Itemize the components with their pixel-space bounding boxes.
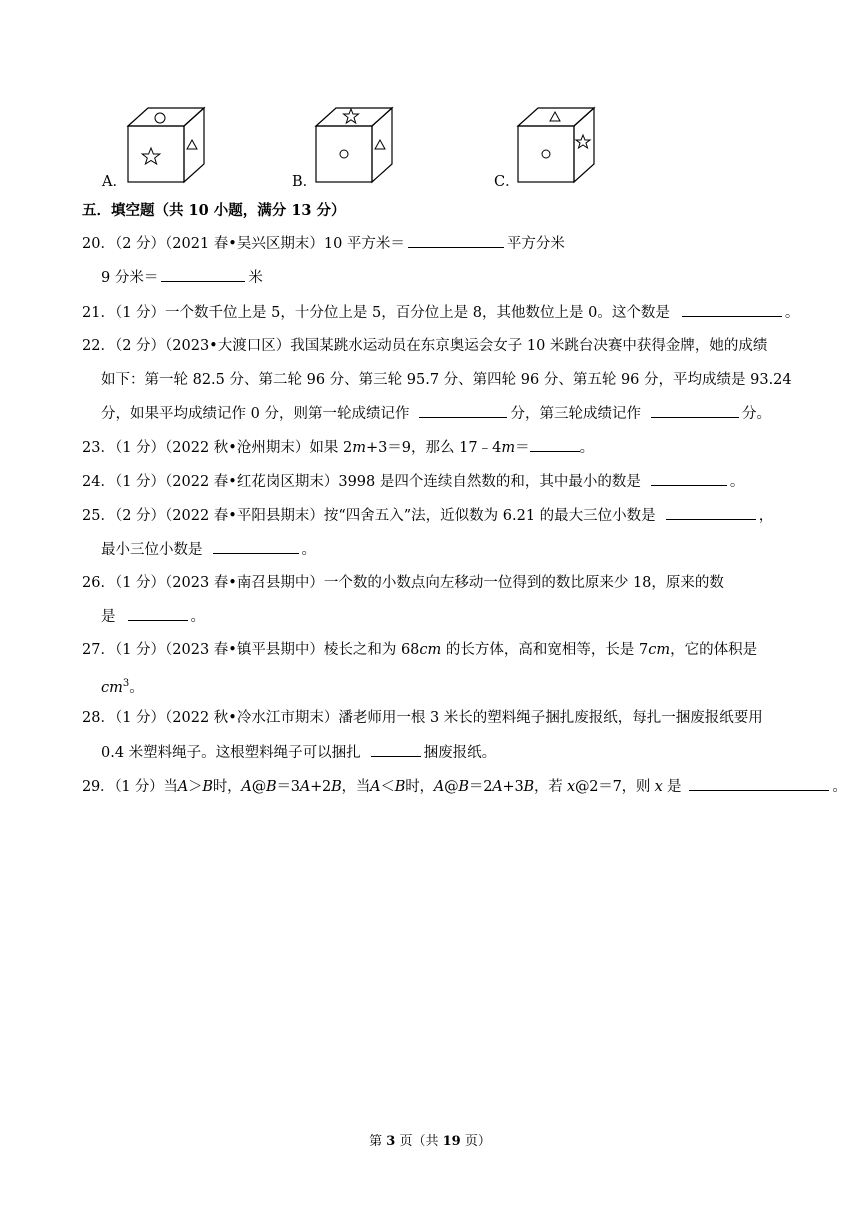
variable: B bbox=[523, 779, 534, 795]
text: 平方分米 bbox=[506, 236, 565, 252]
text: 27．（1 分）（2023 春•镇平县期中）棱长之和为 68 bbox=[82, 642, 420, 658]
question-25-line-2 bbox=[101, 539, 316, 560]
text: +3＝9，那么 17﹣4 bbox=[365, 440, 502, 456]
answer-blank[interactable] bbox=[161, 267, 245, 282]
variable: m bbox=[352, 440, 366, 456]
text: 。 bbox=[129, 679, 144, 696]
question-28-line-1: 28．（1 分）（2022 秋•冷水江市期末）潘老师用一根 3 米长的塑料绳子捆扎废报纸，每扎一捆废报纸要用 bbox=[82, 710, 763, 726]
text: 21．（1 分）一个数千位上是 5，十分位上是 5，百分位上是 8，其他数位上是 0。这个数是 bbox=[82, 305, 670, 321]
text: 0.4 米塑料绳子。这根塑料绳子可以捆扎 bbox=[101, 745, 361, 761]
question-25-line-1 bbox=[82, 505, 773, 526]
text: @ bbox=[444, 779, 459, 795]
text: 时， bbox=[212, 779, 242, 795]
variable: B bbox=[266, 779, 277, 795]
unit: cm bbox=[419, 642, 442, 658]
page-total: 19 bbox=[442, 1134, 461, 1149]
triangle-icon bbox=[187, 140, 197, 149]
answer-blank[interactable] bbox=[128, 606, 188, 621]
variable: B bbox=[331, 779, 342, 795]
question-22-line-1: 22．（2 分）（2023•大渡口区）我国某跳水运动员在东京奥运会女子 10 米跳台决赛中获得金牌，她的成绩 bbox=[82, 338, 768, 354]
text: 米 bbox=[248, 270, 263, 286]
variable: A bbox=[299, 779, 311, 795]
question-23 bbox=[82, 437, 594, 458]
answer-blank[interactable] bbox=[651, 471, 727, 486]
page-footer bbox=[0, 1130, 860, 1149]
circle-icon bbox=[340, 150, 348, 158]
variable: B bbox=[394, 779, 406, 795]
text: 9 分米＝ bbox=[101, 270, 159, 286]
star-icon bbox=[344, 109, 359, 123]
answer-blank[interactable] bbox=[689, 776, 829, 791]
unit: cm bbox=[648, 642, 671, 658]
text: ， bbox=[758, 508, 774, 524]
text: ＝3 bbox=[276, 779, 300, 795]
question-26-line-2 bbox=[101, 606, 205, 627]
answer-blank[interactable] bbox=[213, 539, 299, 554]
section-title: 五．填空题（共 10 小题，满分 13 分） bbox=[82, 202, 346, 219]
question-26-line-1: 26．（1 分）（2023 春•南召县期中）一个数的小数点向左移动一位得到的数比原来少 18，原来的数 bbox=[82, 575, 724, 591]
text: @2＝7，则 bbox=[574, 779, 655, 795]
answer-blank[interactable] bbox=[408, 233, 504, 248]
text: 是 bbox=[662, 779, 682, 795]
text: ＜ bbox=[380, 779, 395, 795]
text: ＝ bbox=[515, 440, 530, 456]
text: 最小三位小数是 bbox=[101, 542, 203, 558]
variable: A bbox=[177, 779, 189, 795]
variable: x bbox=[654, 779, 663, 795]
question-22-line-3 bbox=[101, 403, 771, 424]
option-c-label: C． bbox=[494, 174, 520, 190]
variable: A bbox=[370, 779, 381, 795]
variable: B bbox=[458, 779, 469, 795]
text: +3 bbox=[502, 779, 524, 795]
answer-blank[interactable] bbox=[419, 403, 507, 418]
text: 20．（2 分）（2021 春•吴兴区期末）10 平方米＝ bbox=[82, 236, 405, 252]
page-number: 3 bbox=[386, 1134, 396, 1149]
answer-blank[interactable] bbox=[682, 302, 782, 317]
text: ＞ bbox=[188, 779, 203, 795]
superscript: 3 bbox=[122, 678, 130, 689]
text: 29．（1 分）当 bbox=[82, 779, 178, 795]
text: 的长方体，高和宽相等，长是 7 bbox=[441, 642, 649, 658]
answer-blank[interactable] bbox=[666, 505, 756, 520]
cube-c-icon bbox=[516, 104, 596, 184]
text: 。 bbox=[190, 609, 205, 625]
star-icon bbox=[576, 135, 590, 148]
cube-b-icon bbox=[314, 104, 394, 184]
text: 。 bbox=[784, 305, 800, 321]
variable: A bbox=[433, 779, 445, 795]
text: 分，第三轮成绩记作 bbox=[510, 406, 641, 422]
text: @ bbox=[251, 779, 267, 795]
text: 。 bbox=[579, 440, 595, 456]
circle-icon bbox=[155, 113, 165, 123]
text: 时， bbox=[405, 779, 434, 795]
question-27-line-2 bbox=[101, 674, 144, 698]
question-21 bbox=[82, 302, 799, 323]
question-20-line-2 bbox=[101, 267, 263, 288]
text: 23．（1 分）（2022 秋•沧州期末）如果 2 bbox=[82, 440, 353, 456]
text: 25．（2 分）（2022 春•平阳县期末）按“四舍五入”法，近似数为 6.21 的最大三位小数是 bbox=[82, 508, 656, 524]
text: ，当 bbox=[341, 779, 371, 795]
variable: A bbox=[241, 779, 252, 795]
text: 第 bbox=[369, 1134, 387, 1149]
text: 页（共 bbox=[395, 1134, 443, 1149]
text: 24．（1 分）（2022 春•红花岗区期末）3998 是四个连续自然数的和，其中最小的数是 bbox=[82, 474, 641, 490]
question-24 bbox=[82, 471, 744, 492]
cube-a-icon bbox=[126, 104, 206, 184]
variable: B bbox=[202, 779, 213, 795]
question-22-line-2: 如下：第一轮 82.5 分、第二轮 96 分、第三轮 95.7 分、第四轮 96 分、第五轮 96 分，平均成绩是 93.24 bbox=[101, 372, 792, 388]
text: ＝2 bbox=[468, 779, 493, 795]
text: 。 bbox=[729, 474, 745, 490]
question-29 bbox=[82, 776, 847, 797]
variable: m bbox=[501, 440, 516, 456]
answer-blank[interactable] bbox=[651, 403, 739, 418]
triangle-icon bbox=[550, 112, 560, 121]
text: 。 bbox=[301, 542, 316, 558]
text: 捆废报纸。 bbox=[423, 745, 497, 761]
triangle-icon bbox=[375, 140, 385, 149]
option-b-label: B． bbox=[292, 174, 318, 190]
text: ，它的体积是 bbox=[670, 642, 758, 658]
question-27-line-1 bbox=[82, 640, 757, 660]
question-20-line-1 bbox=[82, 233, 565, 254]
text: ，若 bbox=[533, 779, 567, 795]
text: 。 bbox=[832, 779, 847, 795]
text: 分，如果平均成绩记作 0 分，则第一轮成绩记作 bbox=[101, 406, 410, 422]
text: +2 bbox=[310, 779, 332, 795]
star-icon bbox=[142, 148, 160, 164]
option-a-label: A． bbox=[102, 174, 127, 190]
answer-blank[interactable] bbox=[371, 742, 421, 757]
variable: A bbox=[492, 779, 503, 795]
answer-blank[interactable] bbox=[530, 437, 580, 452]
unit: cm bbox=[101, 679, 123, 696]
circle-icon bbox=[542, 150, 550, 158]
text: 页） bbox=[460, 1134, 491, 1149]
variable: x bbox=[566, 779, 575, 795]
text: 是 bbox=[101, 609, 116, 625]
text: 分。 bbox=[741, 406, 771, 422]
question-28-line-2 bbox=[101, 742, 496, 763]
